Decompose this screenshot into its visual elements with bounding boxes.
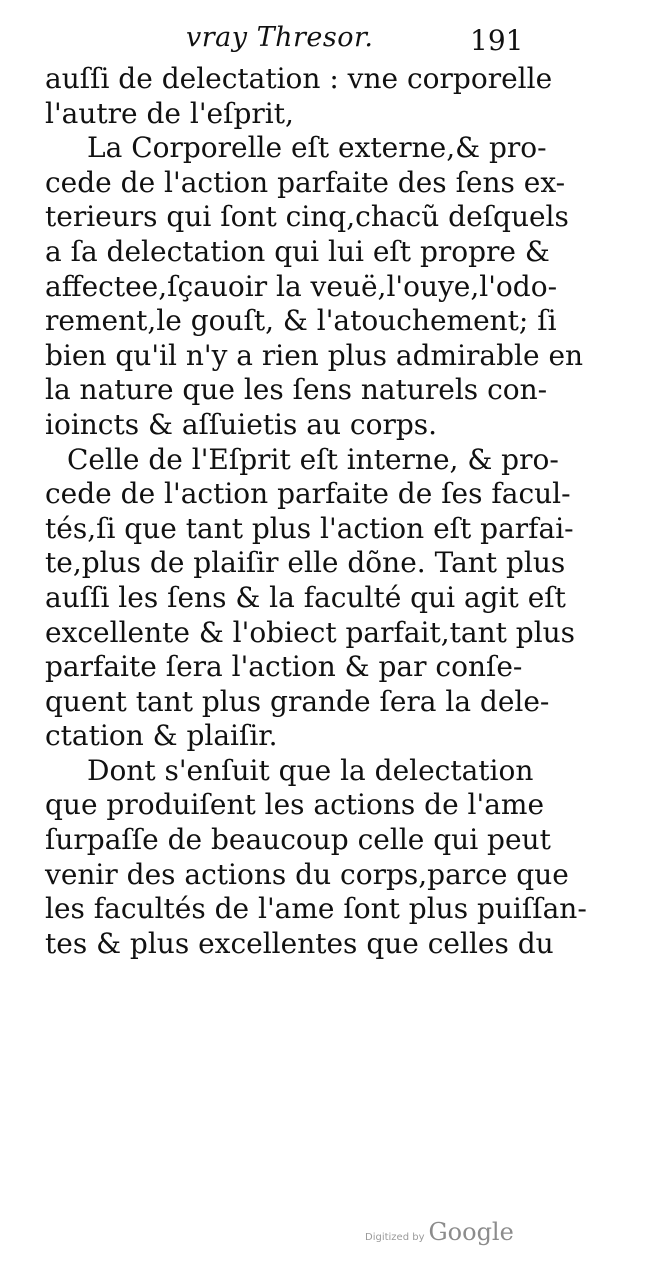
watermark-prefix: Digitized by bbox=[365, 1232, 425, 1243]
text-line: La Corporelle eſt externe,& pro- bbox=[87, 131, 547, 165]
text-line: auſſi les ſens & la faculté qui agit eſt bbox=[45, 580, 566, 614]
page-number: 191 bbox=[470, 24, 524, 57]
text-line: a ſa delectation qui lui eſt propre & bbox=[45, 234, 550, 268]
text-line: ctation & plaiſir. bbox=[45, 719, 278, 753]
running-head: vray Thresor. bbox=[186, 22, 374, 53]
text-line: excellente & l'obiect parfait,tant plus bbox=[45, 615, 576, 649]
text-line: Celle de l'Eſprit eſt interne, & pro- bbox=[67, 442, 559, 476]
text-line: ſurpaſſe de beaucoup celle qui peut bbox=[45, 823, 551, 857]
text-line: quent tant plus grande ſera la dele- bbox=[45, 684, 550, 718]
text-line: que produiſent les actions de l'ame bbox=[45, 788, 545, 822]
text-line: rement,le gouſt, & l'atouchement; ſi bbox=[45, 304, 557, 338]
text-line: tes & plus excellentes que celles du bbox=[45, 926, 554, 960]
text-line: la nature que les ſens naturels con- bbox=[45, 373, 548, 407]
text-line: terieurs qui ſont cinq,chacũ deſquels bbox=[45, 200, 569, 234]
google-logo: Google bbox=[428, 1218, 514, 1246]
text-line: cede de l'action parfaite de ſes facul- bbox=[45, 477, 571, 511]
text-line: affectee,ſçauoir la veuë,l'ouye,l'odo- bbox=[45, 269, 558, 303]
digitized-watermark bbox=[365, 1218, 514, 1246]
page-text bbox=[45, 62, 587, 961]
text-line: cede de l'action parfaite des ſens ex- bbox=[45, 165, 566, 199]
text-line: te,plus de plaiſir elle dõne. Tant plus bbox=[45, 546, 566, 580]
text-line: ioincts & aſſuietis au corps. bbox=[45, 407, 438, 441]
text-line: les facultés de l'ame ſont plus puiſſan- bbox=[45, 892, 587, 926]
text-line: parfaite ſera l'action & par conſe- bbox=[45, 650, 523, 684]
text-line: Dont s'enſuit que la delectation bbox=[87, 753, 534, 787]
text-line: venir des actions du corps,parce que bbox=[45, 857, 569, 891]
text-line: auſſi de delectation : vne corporelle bbox=[45, 62, 553, 95]
text-line: l'autre de l'eſprit, bbox=[45, 96, 294, 130]
text-line: tés,ſi que tant plus l'action eſt parfai- bbox=[45, 511, 574, 545]
text-line: bien qu'il n'y a rien plus admirable en bbox=[45, 338, 584, 372]
